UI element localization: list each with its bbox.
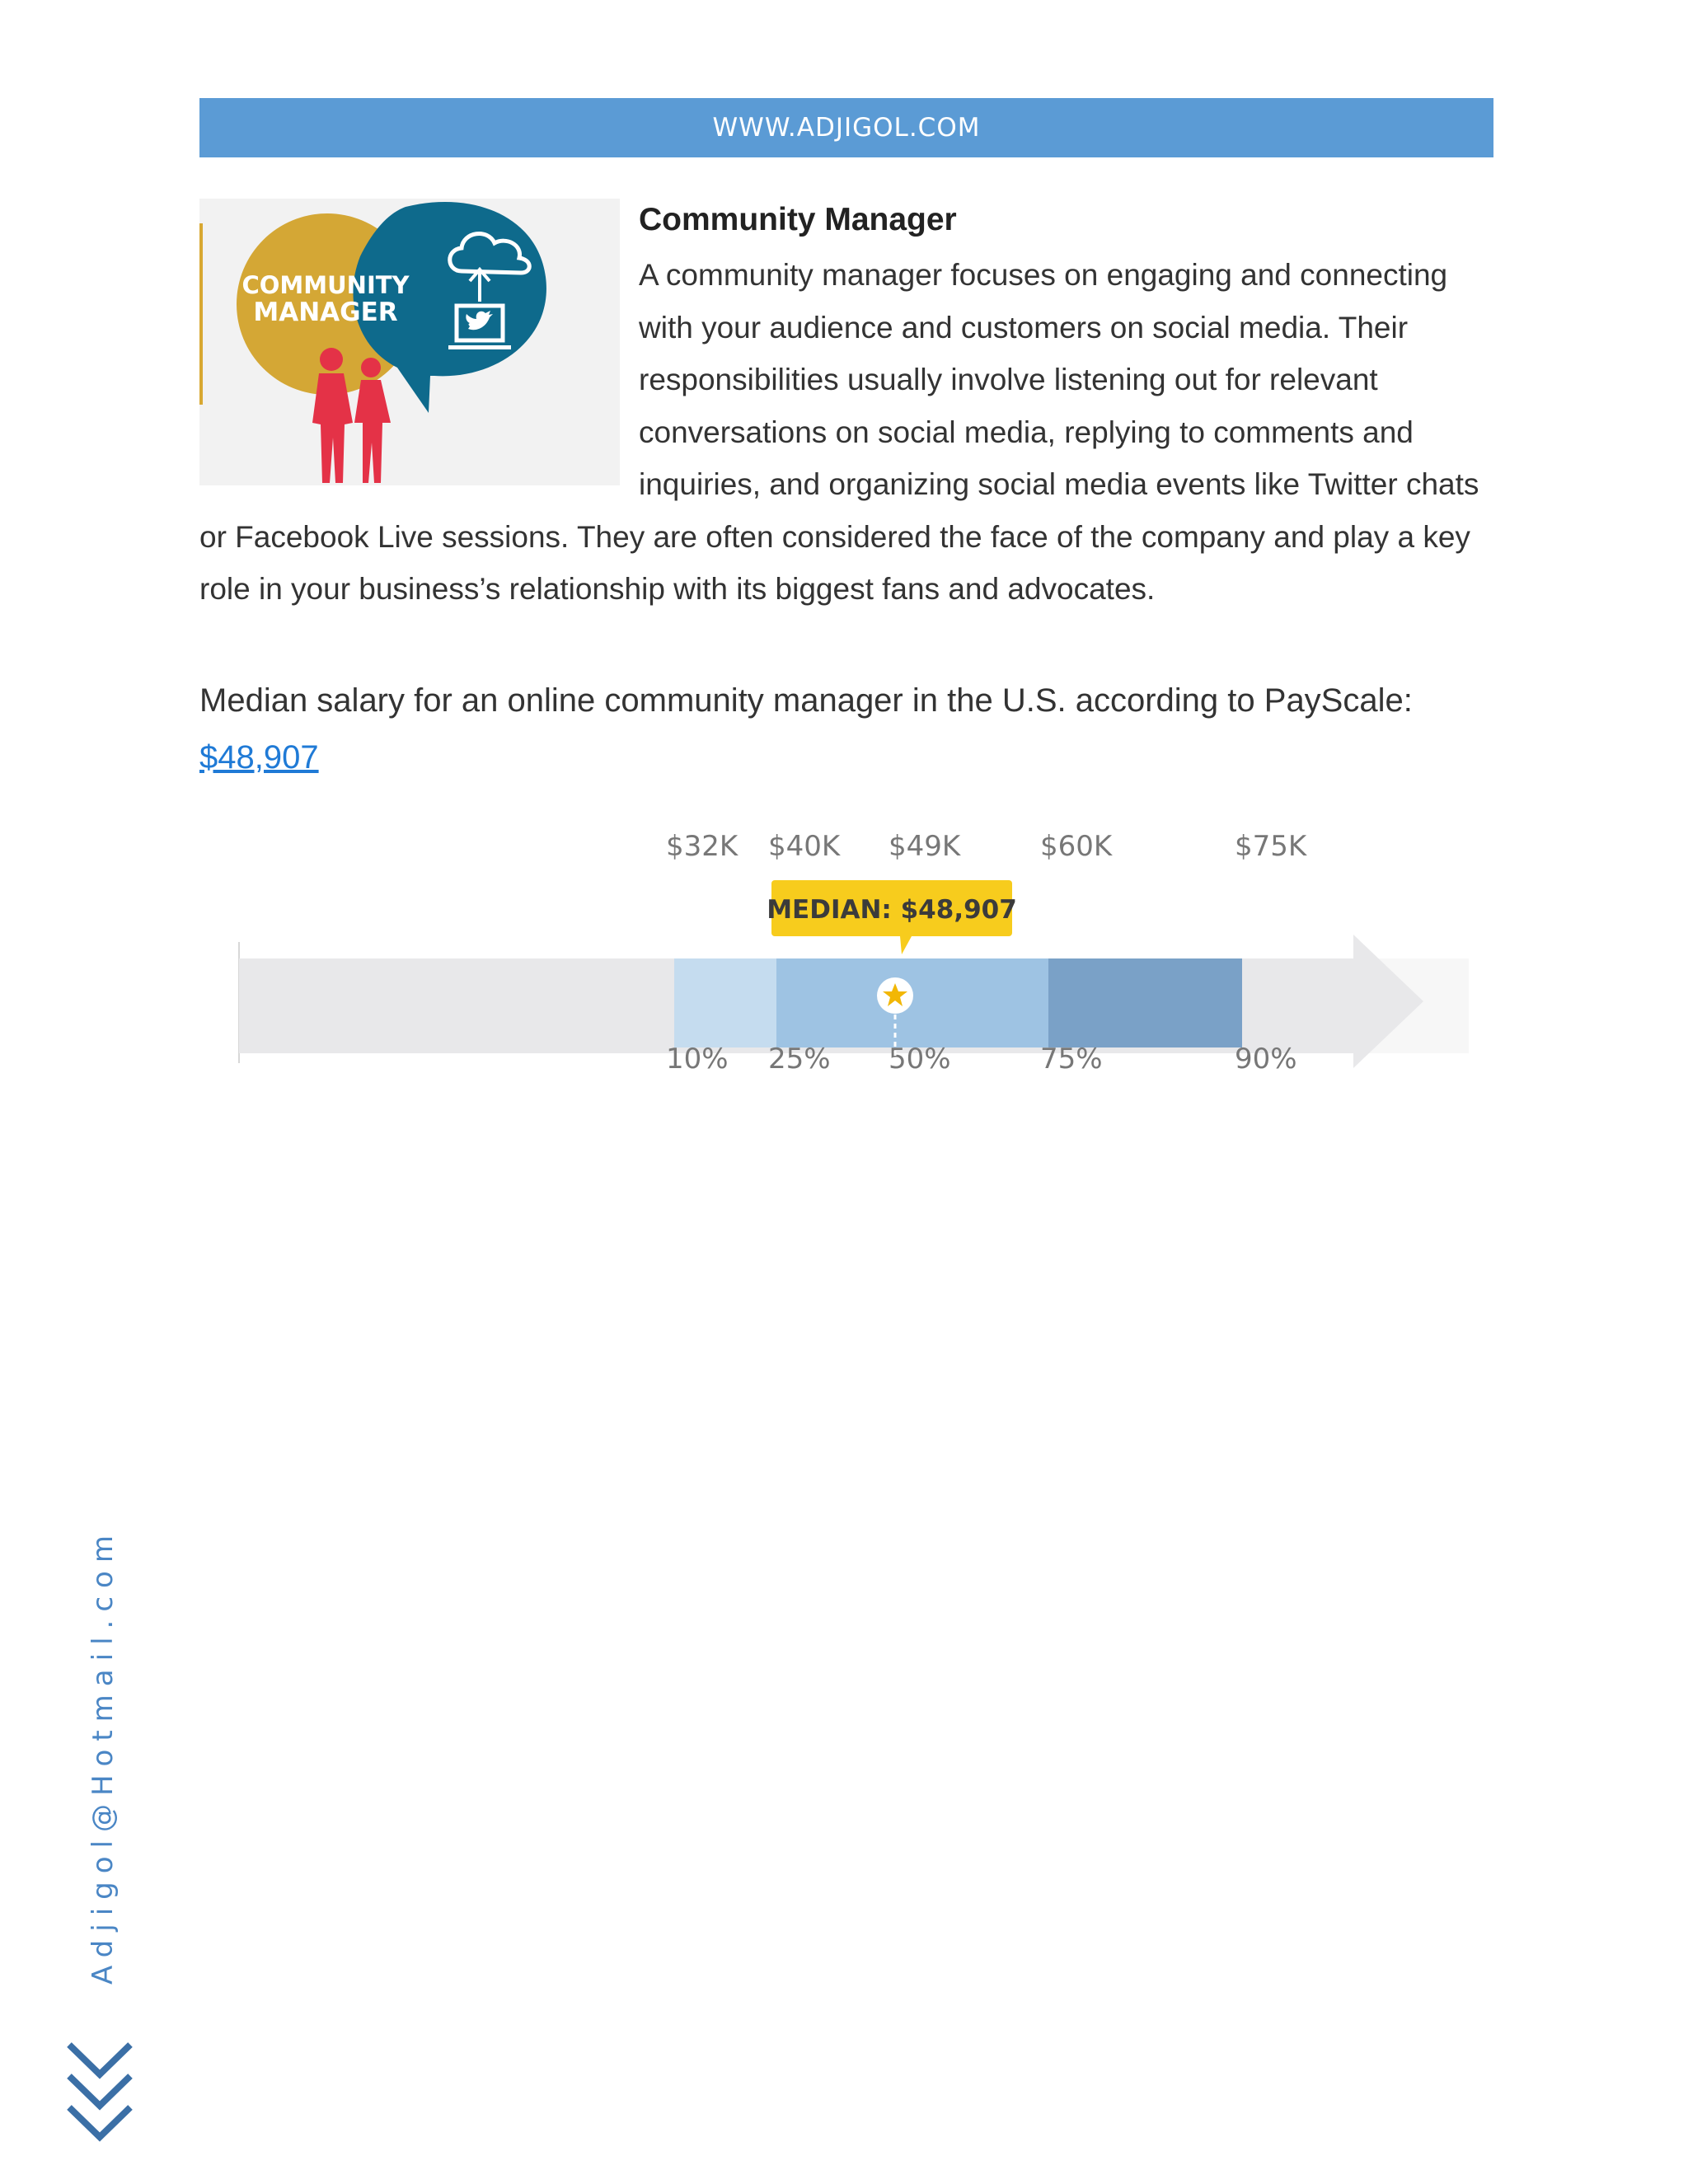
salary-tick-90: $75K (1235, 830, 1307, 863)
salary-sentence (199, 673, 1493, 786)
salary-tick-25: $40K (768, 830, 841, 863)
percentile-band-10-25 (674, 958, 776, 1047)
salary-tick-10: $32K (666, 830, 738, 863)
site-banner (199, 98, 1493, 157)
salary-percentile-chart (199, 816, 1469, 1088)
article-body: A community manager focuses on engaging and connecting with your audience and customers on social media. Their responsibilities usually involve listening out for relevant conversations on social media, replying to comments and inquiries, and organizing social media events like Twitter chats or Facebook Live sessions. They are often considered the face of the company and play a key role in your business’s relationship with its biggest fans and advocates. (199, 258, 1479, 606)
percentile-band-50-75 (897, 958, 1048, 1047)
percentile-tick-90: 90% (1235, 1043, 1297, 1076)
triple-chevron-down-icon (64, 2040, 135, 2142)
percentile-band-75-90 (1048, 958, 1242, 1047)
article (199, 196, 1493, 616)
median-badge (767, 880, 1017, 954)
illustration-spacer (199, 196, 639, 509)
median-badge-label: MEDIAN: $48,907 (767, 895, 1017, 925)
percentile-tick-25: 25% (768, 1043, 831, 1076)
percentile-tick-75: 75% (1040, 1043, 1103, 1076)
salary-text: Median salary for an online community manager in the U.S. according to PayScale: (199, 682, 1413, 719)
article-title: Community Manager (639, 202, 957, 237)
percentile-tick-50: 50% (889, 1043, 951, 1076)
illustration-label-line2: MANAGER (253, 298, 398, 327)
salary-tick-50: $49K (889, 830, 961, 863)
median-badge-pointer (900, 936, 912, 954)
salary-link[interactable]: $48,907 (199, 739, 319, 776)
site-url: WWW.ADJIGOL.COM (712, 113, 981, 143)
illustration-label-line1: COMMUNITY (241, 271, 410, 299)
percentile-tick-10: 10% (666, 1043, 729, 1076)
median-star-icon (877, 977, 913, 1014)
salary-tick-75: $60K (1040, 830, 1113, 863)
sidebar-email: Adjigol@Hotmail.com (87, 1527, 120, 1985)
